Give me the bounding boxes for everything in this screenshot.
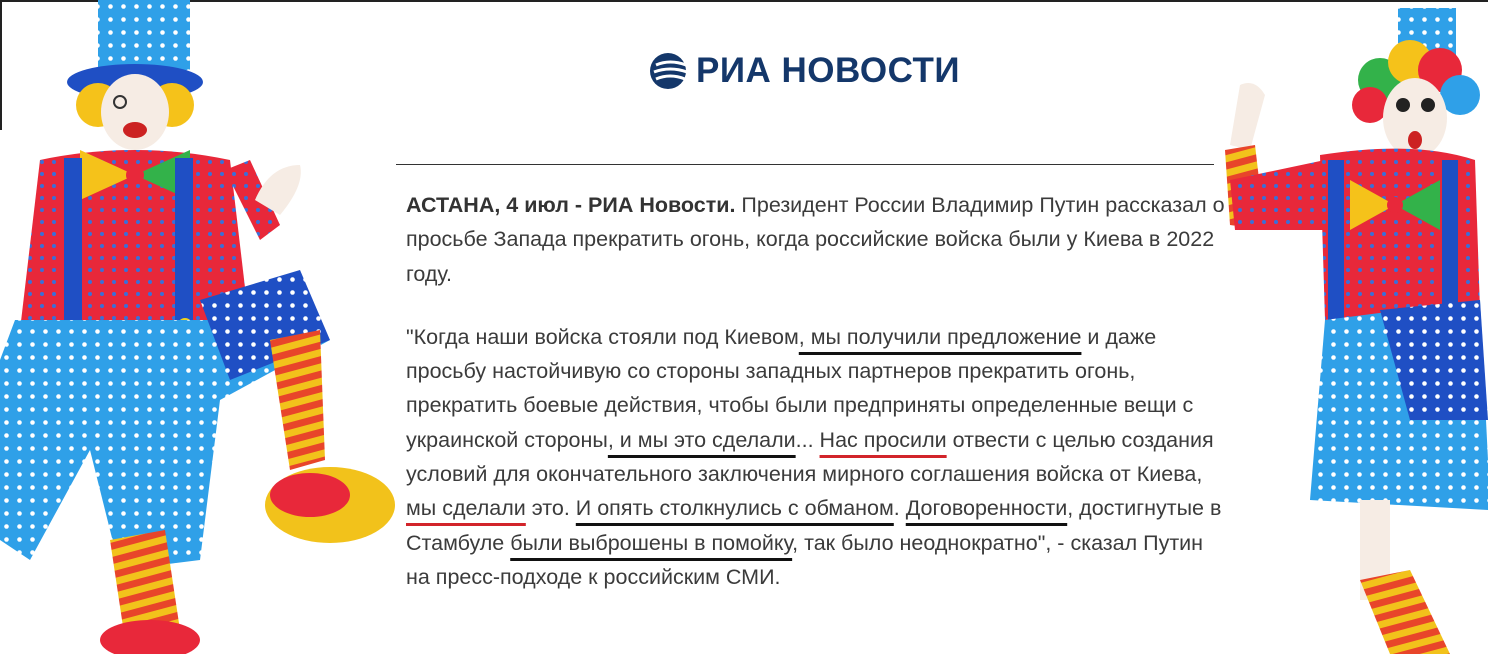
clown-female-image: [1210, 0, 1488, 654]
quote-segment: отвести с целью создания условий для окончательного заключения мирного соглашения войска от Киева,: [406, 427, 1214, 487]
quote-segment: это.: [525, 496, 576, 521]
quote-segment: , и мы это сделали: [607, 427, 796, 452]
quote-segment: "Когда наши войска стояли под Киевом: [406, 324, 799, 349]
quote-segment: И опять столкнулись с обманом: [575, 496, 894, 521]
dateline: АСТАНА, 4 июл - РИА Новости.: [406, 193, 736, 217]
ria-novosti-logo: [648, 50, 960, 92]
quote-segment: и даже просьбу настойчивую со стороны западных партнеров прекратить огонь, прекратить боевые действия, чтобы были предприняты определенные вещи с украинской стороны: [406, 324, 1194, 452]
quote-segment: Договоренности: [905, 496, 1068, 521]
quote-segment: были выброшены в помойку: [510, 530, 793, 555]
header-divider: [396, 164, 1214, 165]
quote-segment: мы сделали: [406, 496, 526, 521]
logo-text: РИА НОВОСТИ: [696, 51, 961, 90]
article-body: [406, 188, 1226, 594]
quote-segment: , достигнутые в Стамбуле: [406, 496, 1222, 555]
quote-paragraph: [406, 320, 1226, 594]
lead-text: Президент России Владимир Путин рассказал о просьбе Запада прекратить огонь, когда российские войска были у Киева в 2022 году.: [406, 193, 1225, 286]
globe-logo-icon: [648, 51, 688, 91]
quote-segment: , мы получили предложение: [798, 324, 1082, 349]
quote-segment: , так было неоднократно", - сказал Путин на пресс-подходе к российским СМИ.: [406, 530, 1204, 589]
quote-segment: Нас просили: [819, 427, 947, 452]
lead-paragraph: [406, 188, 1226, 291]
quote-segment: ...: [795, 427, 820, 452]
quote-segment: .: [893, 496, 906, 521]
clown-male-image: [0, 0, 400, 654]
